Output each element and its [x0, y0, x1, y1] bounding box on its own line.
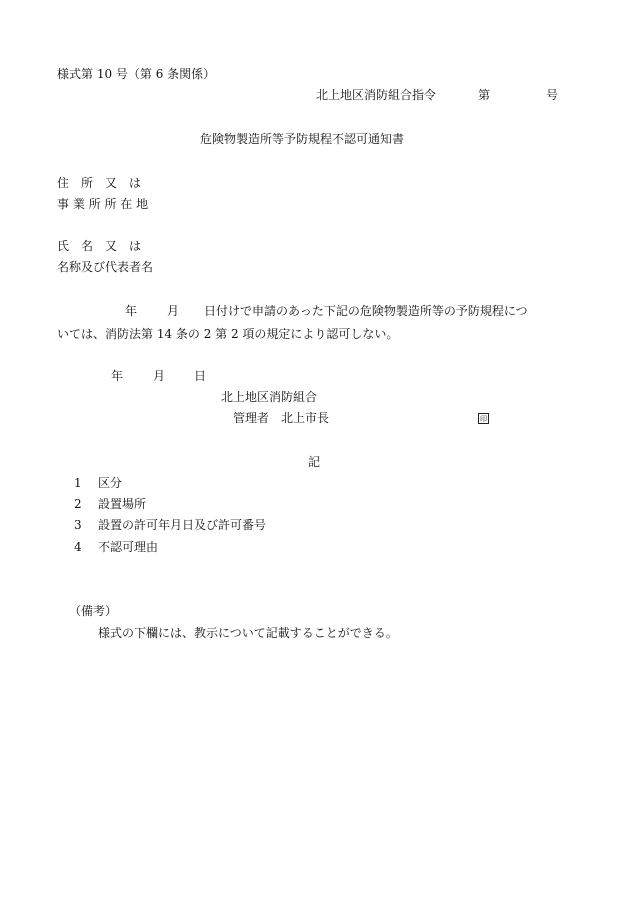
name-label-line1: 氏 名 又 は: [57, 239, 142, 253]
item-number: 4: [74, 540, 82, 554]
item-text: 設置の許可年月日及び許可番号: [98, 518, 267, 532]
ki-heading: 記: [308, 455, 321, 469]
body-line1: 日付けで申請のあった下記の危険物製造所等の予防規程につ: [204, 304, 528, 318]
item-text: 区分: [98, 476, 123, 490]
item-number: 1: [74, 476, 82, 490]
sign-date-nen: 年: [111, 369, 124, 383]
item-text: 不認可理由: [98, 540, 159, 554]
remarks-heading: （備考）: [69, 604, 118, 618]
item-number: 2: [74, 497, 82, 511]
seal-mark: 印: [480, 415, 487, 423]
document-title: 危険物製造所等予防規程不認可通知書: [200, 132, 405, 146]
form-number: 様式第 10 号（第 6 条関係）: [57, 67, 216, 81]
item-number: 3: [74, 518, 82, 532]
manager-title: 管理者 北上市長: [233, 411, 330, 425]
organization-name: 北上地区消防組合: [221, 390, 318, 404]
remarks-text: 様式の下欄には、教示について記載することができる。: [98, 626, 398, 640]
item-text: 設置場所: [98, 497, 147, 511]
number-go: 号: [546, 88, 559, 102]
body-line2: いては、消防法第 14 条の 2 第 2 項の規定により認可しない。: [57, 327, 399, 341]
number-dai: 第: [478, 88, 491, 102]
sign-date-tsuki: 月: [153, 369, 166, 383]
address-label-line2: 事 業 所 所 在 地: [57, 197, 149, 211]
issuer-line: 北上地区消防組合指令: [316, 88, 437, 102]
body-date-tsuki: 月: [167, 304, 180, 318]
address-label-line1: 住 所 又 は: [57, 176, 142, 190]
sign-date-hi: 日: [194, 369, 207, 383]
body-date-nen: 年: [125, 304, 138, 318]
name-label-line2: 名称及び代表者名: [57, 260, 154, 274]
